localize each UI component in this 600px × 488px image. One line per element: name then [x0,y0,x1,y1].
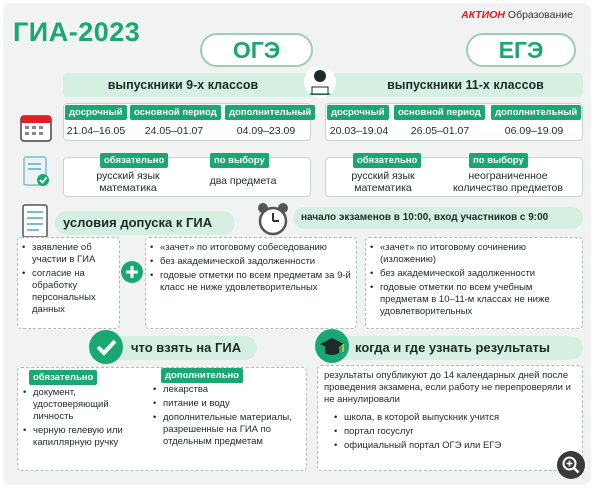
infographic [3,3,591,485]
student-reading-icon [303,65,337,99]
admission-title: условия допуска к ГИА [55,211,235,235]
ege-period-2-label: основной период [394,105,485,120]
bring-extra-list [153,384,303,450]
plus-icon [121,261,143,283]
brand-sub: Образование [507,9,573,21]
oge-period-1-label: досрочный [65,105,127,120]
oge-mandatory-1: русский язык [96,170,160,182]
oge-period-2-dates: 24.05–01.07 [144,125,204,137]
ege-choice-2: количество предметов [453,182,563,194]
admission-ege-item: • годовые отметки по всем учебным предметам в 10–11-м классах не ниже удовлетворительных [370,282,578,318]
bring-mandatory-item: • документ, удостоверяющий личность [23,387,151,423]
bring-extra-item: • дополнительные материалы, разрешенные на ГИА по отдельным предметам [153,412,303,448]
ege-mandatory-2: математика [354,182,412,194]
ege-choice-tag: по выбору [469,153,528,168]
brand-logo [461,9,573,21]
bring-extra-tag: дополнительно [161,368,243,383]
oge-period-2-label: основной период [130,105,221,120]
ege-choice-1: неограниченное [468,170,548,182]
results-box [317,365,583,471]
oge-mandatory-tag: обязательно [100,153,168,168]
ege-period-3-dates: 06.09–19.09 [504,125,564,137]
results-where-item: • школа, в которой выпускник учится [334,412,576,424]
results-where-item: • официальный портал ОГЭ или ЕГЭ [334,440,576,452]
results-where-item: • портал госуслуг [334,426,576,438]
ege-pill: ЕГЭ [466,33,576,67]
bring-extra-item: • лекарства [153,384,303,396]
test-sheet-icon [21,155,53,189]
oge-choice-tag: по выбору [210,153,269,168]
ege-mandatory-tag: обязательно [353,153,421,168]
admission-common-item: • согласие на обработку персональных данных [22,268,115,316]
ege-period-1-label: досрочный [327,105,389,120]
oge-choice-text: два предмета [209,175,277,187]
admission-common-item: • заявление об участии в ГИА [22,242,115,266]
admission-oge-box [145,237,357,329]
zoom-in-button[interactable] [557,451,585,479]
oge-graduates: выпускники 9-х классов [107,78,259,92]
start-time-text: начало экзаменов в 10:00, вход участников с 9:00 [301,212,549,223]
ege-graduates: выпускники 11-х классов [387,78,544,92]
oge-period-3-dates: 04.09–23.09 [236,125,296,137]
oge-mandatory-2: математика [99,182,157,194]
admission-oge-item: • «зачет» по итоговому собеседованию [150,242,352,254]
zoom-in-icon [557,451,585,479]
bring-mandatory-tag: обязательно [29,370,97,385]
results-text: результаты опубликуют до 14 календарных дней после проведения экзамена, если работу не перепроверяли и не аннулировали [324,370,571,405]
graduation-cap-icon [315,329,349,363]
calendar-icon [19,111,55,143]
bring-title: что взять на ГИА [97,336,257,360]
admission-oge-item: • без академической задолженности [150,256,352,268]
brand-name: АКТИОН [461,9,505,21]
ege-mandatory-1: русский язык [351,170,415,182]
alarm-clock-icon [255,201,291,237]
bring-extra-item: • питание и воду [153,398,303,410]
admission-common-box [17,237,120,329]
results-title: когда и где узнать результаты [325,336,583,360]
checkmark-icon [89,330,123,364]
page-title: ГИА-2023 [13,17,141,47]
oge-pill: ОГЭ [200,33,313,67]
bring-mandatory-item: • черную гелевую или капиллярную ручку [23,425,151,449]
admission-ege-box [365,237,583,329]
ege-period-1-dates: 20.03–19.04 [329,125,389,137]
ege-period-3-label: дополнительный [491,105,581,120]
bring-mandatory-list [23,387,151,451]
ege-period-2-dates: 26.05–01.07 [410,125,470,137]
admission-ege-item: • «зачет» по итоговому сочинению (изложению) [370,242,578,266]
checklist-icon [17,203,57,239]
admission-oge-item: • годовые отметки по всем предметам за 9-й класс не ниже удовлетворительных [150,270,352,294]
oge-period-1-dates: 21.04–16.05 [66,125,126,137]
oge-period-3-label: дополнительный [225,105,315,120]
admission-ege-item: • без академической задолженности [370,268,578,280]
